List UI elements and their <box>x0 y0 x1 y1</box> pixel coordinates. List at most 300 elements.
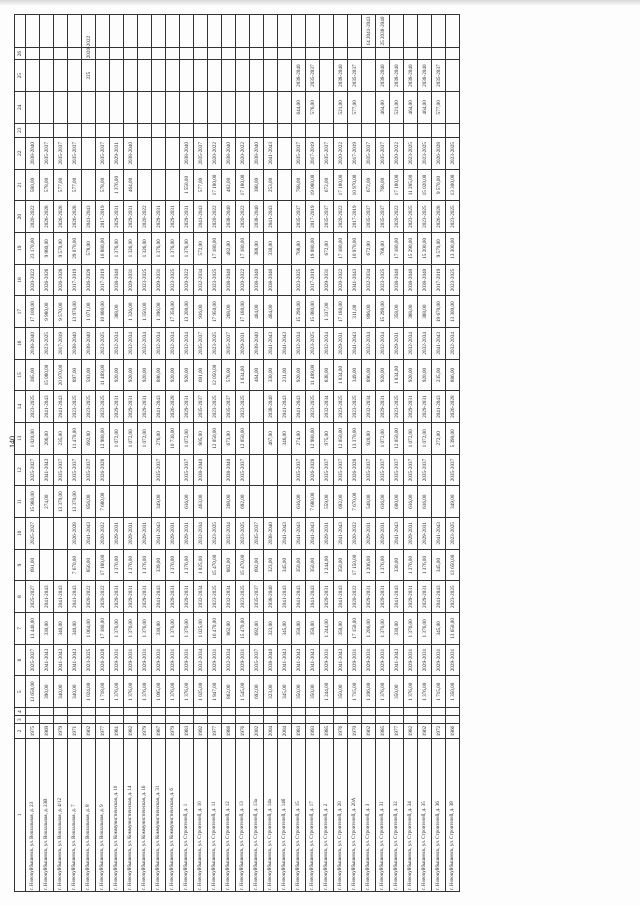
table-cell: 350,00 <box>292 676 306 708</box>
table-cell <box>236 15 250 48</box>
table-cell <box>40 549 54 581</box>
table-cell <box>320 708 334 716</box>
table-cell: 17 150,00 <box>348 549 362 581</box>
table-cell: 2029-2031 <box>110 581 124 613</box>
table-cell <box>222 15 236 48</box>
table-cell: 1982 <box>404 724 418 738</box>
table-cell: 2035-2037 <box>222 391 236 423</box>
table-cell: 862,00 <box>222 676 236 708</box>
table-cell: 345,00 <box>278 613 292 645</box>
table-cell <box>222 91 236 123</box>
table-cell: 11 285,00 <box>404 169 418 201</box>
table-cell: 2002 <box>250 724 264 738</box>
table-cell: 2035-2037 <box>446 454 460 486</box>
table-cell <box>152 708 166 716</box>
table-cell: 548,00 <box>362 486 376 518</box>
table-cell <box>320 716 334 724</box>
table-cell: 2038-2040 <box>404 264 418 296</box>
table-row <box>40 15 54 892</box>
table-cell: 673,00 <box>222 423 236 455</box>
table-cell: 920,00 <box>404 359 418 391</box>
table-cell: 2041-2043 <box>432 518 446 550</box>
table-cell: 9 570,00 <box>54 296 68 328</box>
table-cell <box>250 454 264 486</box>
table-cell: 2038-2040 <box>194 454 208 486</box>
table-cell: 12 050,00 <box>390 423 404 455</box>
table-cell <box>152 48 166 60</box>
table-cell: 2029-2031 <box>152 644 166 676</box>
table-cell <box>292 48 306 60</box>
table-cell: 2038-2040 <box>110 264 124 296</box>
table-cell: 692,00 <box>250 676 264 708</box>
table-cell: 616,00 <box>376 486 390 518</box>
header-cell: 10 <box>15 518 26 550</box>
table-cell: 2029-2031 <box>152 201 166 233</box>
table-cell <box>152 91 166 123</box>
table-cell: 388,00 <box>250 232 264 264</box>
table-cell: г. Новокуйбышевск, ул. Коммунистическая, д. 16 <box>138 738 152 891</box>
table-cell <box>278 123 292 137</box>
table-cell <box>208 91 222 123</box>
table-cell: 578,00 <box>222 359 236 391</box>
table-cell: 2041-2043 <box>348 264 362 296</box>
table-cell <box>26 60 40 92</box>
table-cell: 2020-2022 <box>26 264 40 296</box>
header-cell: 21 <box>15 169 26 201</box>
table-cell <box>236 708 250 716</box>
table-row <box>264 15 278 892</box>
table-cell <box>278 264 292 296</box>
table-cell: 2041-2043 <box>390 644 404 676</box>
table-cell <box>96 48 110 60</box>
table-cell: 385,00 <box>26 359 40 391</box>
table-cell: 2035-2037 <box>306 60 320 92</box>
table-cell: 1966 <box>446 724 460 738</box>
table-cell: 2038-2040 <box>180 137 194 169</box>
table-cell <box>26 708 40 716</box>
table-row <box>404 15 418 892</box>
table-cell: 276,00 <box>152 423 166 455</box>
table-cell <box>68 60 82 92</box>
table-cell: 1993 <box>306 724 320 738</box>
table-cell: 2035-2037 <box>194 137 208 169</box>
table-cell: 2032-2034 <box>320 327 334 359</box>
table-cell: 1975 <box>26 724 40 738</box>
table-cell <box>264 15 278 48</box>
table-cell: 1 072,00 <box>418 423 432 455</box>
table-cell: 1 376,00 <box>376 676 390 708</box>
table-cell <box>362 48 376 60</box>
table-cell: 2023-2025 <box>404 137 418 169</box>
table-cell: 2020-2022 <box>208 201 222 233</box>
table-cell: 9 980,00 <box>40 296 54 328</box>
table-cell: 2029-2031 <box>320 581 334 613</box>
table-cell: 2035-2037 <box>54 137 68 169</box>
table-cell <box>376 123 390 137</box>
table-cell: 2023-2025 <box>446 581 460 613</box>
table-cell: 2035-2037 <box>96 137 110 169</box>
header-cell: 11 <box>15 486 26 518</box>
table-cell: 1979 <box>166 724 180 738</box>
table-cell: 691,00 <box>194 359 208 391</box>
table-cell: 2023-2025 <box>96 391 110 423</box>
table-cell <box>54 48 68 60</box>
table-cell: 896,00 <box>362 359 376 391</box>
table-cell <box>264 716 278 724</box>
table-cell <box>418 123 432 137</box>
table-cell: 856,00 <box>82 486 96 518</box>
table-cell <box>278 708 292 716</box>
table-cell: 2041-2043 <box>264 137 278 169</box>
table-cell: 1 376,00 <box>110 613 124 645</box>
table-cell <box>110 486 124 518</box>
table-cell: 268,00 <box>222 486 236 518</box>
table-cell: 1 206,00 <box>362 613 376 645</box>
table-cell: 2023-2025 <box>446 264 460 296</box>
table-cell: 920,00 <box>376 359 390 391</box>
table-cell: 2029-2031 <box>390 327 404 359</box>
table-cell: 2038-2040 <box>222 201 236 233</box>
table-cell: 2023-2025 <box>306 391 320 423</box>
table-cell <box>334 15 348 48</box>
table-cell: 856,00 <box>82 549 96 581</box>
table-cell: 2041-2043 <box>432 391 446 423</box>
table-cell: 2041-2043 <box>152 518 166 550</box>
table-cell: 2035-2037 <box>68 137 82 169</box>
table-cell: г. Новокуйбышевск, ул. Строителей, д. 14а <box>264 738 278 891</box>
table-cell: 2025-2027 <box>26 518 40 550</box>
table-cell: 2041-2043 <box>432 327 446 359</box>
table-cell: 2026-2028 <box>446 391 460 423</box>
table-cell: 692,00 <box>250 613 264 645</box>
table-row <box>236 15 250 892</box>
header-cell: 8 <box>15 581 26 613</box>
table-cell: 2023-2025 <box>208 391 222 423</box>
table-cell: 578,00 <box>40 169 54 201</box>
table-cell <box>96 91 110 123</box>
table-cell: 272,00 <box>432 423 446 455</box>
table-cell: 2020-2022 <box>236 201 250 233</box>
table-cell: 311,00 <box>348 296 362 328</box>
table-cell: 1983 <box>180 724 194 738</box>
table-cell <box>236 60 250 92</box>
table-cell <box>362 60 376 92</box>
table-cell: 2032-2034 <box>292 327 306 359</box>
table-cell: 1 376,00 <box>404 549 418 581</box>
table-row <box>54 15 68 892</box>
table-cell: 616,00 <box>292 486 306 518</box>
table-cell: 2032-2034 <box>418 327 432 359</box>
table-cell: 2035-2037 <box>250 581 264 613</box>
table-cell: 805,00 <box>194 423 208 455</box>
table-cell: 2041-2043 <box>152 581 166 613</box>
table-cell: 2035-2037 <box>82 454 96 486</box>
table-cell: 2038-2040 <box>250 201 264 233</box>
table-cell: 2035-2037 <box>432 60 446 92</box>
table-cell: 14 2041-2043 <box>362 15 376 48</box>
table-cell: г. Новокуйбышевск, ул. Строителей, д. 35 <box>418 738 432 891</box>
rotated-table-container <box>14 14 626 892</box>
table-cell: 1 376,00 <box>180 676 194 708</box>
table-cell: 1 376,00 <box>180 613 194 645</box>
table-cell: 2029-2031 <box>124 391 138 423</box>
table-cell <box>264 91 278 123</box>
table-cell <box>446 15 460 48</box>
table-cell: г. Новокуйбышевск, ул. Строителей, д. 17 <box>306 738 320 891</box>
table-cell: 838,00 <box>320 359 334 391</box>
table-cell: 17 180,00 <box>236 296 250 328</box>
table-cell <box>110 123 124 137</box>
table-cell <box>180 48 194 60</box>
table-cell: 2029-2031 <box>418 518 432 550</box>
table-cell: 521,00 <box>390 91 404 123</box>
table-cell <box>138 91 152 123</box>
table-cell: 2026-2028 <box>68 518 82 550</box>
table-cell: 1 545,00 <box>236 676 250 708</box>
table-cell: 2032-2034 <box>404 327 418 359</box>
table-cell: 10 880,00 <box>96 232 110 264</box>
table-cell: 19 080,00 <box>306 232 320 264</box>
table-cell: 2032-2034 <box>222 518 236 550</box>
header-cell: 13 <box>15 423 26 455</box>
table-cell: 5 390,00 <box>446 423 460 455</box>
table-cell: 2029-2031 <box>166 201 180 233</box>
table-cell <box>404 123 418 137</box>
table-row <box>362 15 376 892</box>
table-cell <box>138 137 152 169</box>
table-cell: 2029-2031 <box>124 644 138 676</box>
table-cell: г. Новокуйбышевск, ул. Коммунистическая, д. 14 <box>124 738 138 891</box>
table-cell <box>264 48 278 60</box>
table-cell: 464,00 <box>376 91 390 123</box>
table-cell <box>446 91 460 123</box>
table-cell: 350,00 <box>306 549 320 581</box>
table-cell: 2029-2031 <box>362 644 376 676</box>
table-cell: 7 680,00 <box>96 486 110 518</box>
table-cell: 2041-2043 <box>40 581 54 613</box>
table-cell: 1979 <box>54 724 68 738</box>
table-cell: 2032-2034 <box>362 264 376 296</box>
table-cell: 2032-2034 <box>362 391 376 423</box>
table-cell <box>68 708 82 716</box>
table-cell: 15 020,00 <box>418 169 432 201</box>
table-cell: 1 064,00 <box>82 613 96 645</box>
table-cell: 7 670,00 <box>68 549 82 581</box>
table-cell: 13 650,00 <box>26 676 40 708</box>
table-cell: 2020-2022 <box>334 201 348 233</box>
table-cell: 2035-2037 <box>334 454 348 486</box>
table-cell: 2041-2043 <box>82 518 96 550</box>
table-cell: 17 180,00 <box>96 613 110 645</box>
table-cell: 2035-2037 <box>390 454 404 486</box>
table-cell: 2020-2022 <box>390 201 404 233</box>
table-cell: 2029-2031 <box>376 518 390 550</box>
table-cell: 11 470,00 <box>68 423 82 455</box>
table-cell <box>54 91 68 123</box>
table-cell: 2038-2040 <box>404 60 418 92</box>
table-cell <box>138 454 152 486</box>
table-cell: 2032-2034 <box>152 327 166 359</box>
table-cell: 2035-2037 <box>362 201 376 233</box>
table-cell: г. Новокуйбышевск, ул. Строителей, д. 13 <box>236 738 250 891</box>
table-cell: 2035-2037 <box>40 137 54 169</box>
table-cell: г. Новокуйбышевск, ул. Строителей, д. 1 <box>180 738 194 891</box>
table-cell: 15 470,00 <box>236 613 250 645</box>
table-cell: 350,00 <box>390 676 404 708</box>
table-cell: 2032-2034 <box>110 327 124 359</box>
table-cell: 340,00 <box>54 676 68 708</box>
table-cell <box>138 123 152 137</box>
table-cell: 862,00 <box>222 613 236 645</box>
table-cell: 1983 <box>292 724 306 738</box>
header-cell: 16 <box>15 327 26 359</box>
table-row <box>432 15 446 892</box>
table-cell <box>376 708 390 716</box>
table-cell: 2023-2025 <box>166 264 180 296</box>
table-cell <box>40 48 54 60</box>
table-cell <box>222 48 236 60</box>
table-cell <box>180 708 194 716</box>
table-cell: 2038-2040 <box>264 581 278 613</box>
table-cell <box>278 91 292 123</box>
table-cell: 2041-2043 <box>334 518 348 550</box>
table-cell <box>264 123 278 137</box>
table-cell <box>320 15 334 48</box>
table-cell: 2041-2043 <box>334 581 348 613</box>
table-cell: 390,00 <box>40 676 54 708</box>
table-cell: 2038-2040 <box>264 264 278 296</box>
table-cell: 2035-2037 <box>292 201 306 233</box>
table-cell: 2017-2019 <box>306 264 320 296</box>
table-cell <box>292 716 306 724</box>
table-cell: 920,00 <box>180 359 194 391</box>
table-cell <box>82 169 96 201</box>
table-cell: 2023-2025 <box>26 391 40 423</box>
table-cell <box>166 91 180 123</box>
table-cell: 1 376,00 <box>180 549 194 581</box>
table-cell: 1 072,00 <box>124 423 138 455</box>
table-cell <box>432 48 446 60</box>
table-cell: 2026-2028 <box>40 264 54 296</box>
table-cell: 2029-2031 <box>236 644 250 676</box>
table-cell: 2026-2028 <box>40 201 54 233</box>
table-row <box>334 15 348 892</box>
table-cell: 13 970,00 <box>68 296 82 328</box>
table-cell: 2025-2027 <box>26 644 40 676</box>
table-cell: 1977 <box>390 724 404 738</box>
table-cell <box>208 15 222 48</box>
table-cell <box>110 60 124 92</box>
header-cell: 15 <box>15 359 26 391</box>
table-cell: 1 020,00 <box>26 423 40 455</box>
table-cell: 15 080,00 <box>306 296 320 328</box>
table-cell: 2029-2031 <box>180 644 194 676</box>
table-cell <box>446 708 460 716</box>
table-cell <box>138 716 152 724</box>
table-cell: 2029-2031 <box>124 518 138 550</box>
table-cell <box>166 48 180 60</box>
table-cell: 345,00 <box>278 676 292 708</box>
table-cell: 1 376,00 <box>418 676 432 708</box>
table-cell <box>110 48 124 60</box>
table-cell: 2017-2019 <box>306 201 320 233</box>
table-cell: 2035-2037 <box>152 454 166 486</box>
table-cell: 2029-2031 <box>110 391 124 423</box>
table-cell <box>40 716 54 724</box>
table-cell: 2017-2019 <box>432 264 446 296</box>
table-cell: 2032-2034 <box>376 327 390 359</box>
table-cell <box>278 60 292 92</box>
table-cell <box>152 15 166 48</box>
table-cell: 2035-2037 <box>54 454 68 486</box>
table-cell: 1 025,00 <box>194 676 208 708</box>
table-cell: 1 034,00 <box>390 359 404 391</box>
table-cell <box>348 708 362 716</box>
table-cell: 2035-2037 <box>376 201 390 233</box>
table-cell <box>54 60 68 92</box>
table-cell: 13 370,00 <box>348 423 362 455</box>
table-cell: 2017-2019 <box>96 201 110 233</box>
table-cell: 2025-2027 <box>26 454 40 486</box>
table-cell <box>390 708 404 716</box>
table-row <box>152 15 166 892</box>
table-cell <box>320 60 334 92</box>
table-cell: 1 947,00 <box>208 676 222 708</box>
table-cell: 2038-2040 <box>124 137 138 169</box>
table-cell: 13 370,00 <box>68 486 82 518</box>
table-cell: 340,00 <box>68 676 82 708</box>
table-cell: 2023-2025 <box>208 327 222 359</box>
table-cell <box>278 454 292 486</box>
table-cell <box>432 716 446 724</box>
table-cell: 17 180,00 <box>334 232 348 264</box>
table-cell <box>110 708 124 716</box>
table-cell: 768,00 <box>376 169 390 201</box>
table-cell <box>54 716 68 724</box>
table-cell: г. Новокуйбышевск, ул. Коммунистическая, д. 10 <box>110 738 124 891</box>
table-cell <box>306 48 320 60</box>
table-cell: 897,00 <box>68 359 82 391</box>
table-cell: 2041-2043 <box>306 518 320 550</box>
table-cell: 2029-2031 <box>418 581 432 613</box>
table-cell <box>250 391 264 423</box>
table-row <box>320 15 334 892</box>
table-cell: 2029-2031 <box>138 391 152 423</box>
table-cell <box>152 169 166 201</box>
table-cell: 975,00 <box>320 423 334 455</box>
table-cell: 1970 <box>348 724 362 738</box>
table-cell: 1987 <box>152 724 166 738</box>
table-cell: 10 970,00 <box>348 232 362 264</box>
table-cell: 2041-2043 <box>432 581 446 613</box>
table-cell: 2020-2022 <box>208 137 222 169</box>
table-cell: 9 980,00 <box>40 232 54 264</box>
table-cell: 692,00 <box>334 486 348 518</box>
table-cell: 2038-2040 <box>334 60 348 92</box>
table-cell <box>306 716 320 724</box>
table-cell <box>236 91 250 123</box>
table-cell <box>124 48 138 60</box>
table-cell: 12 980,00 <box>96 423 110 455</box>
table-cell: 1976 <box>334 724 348 738</box>
table-cell: 29 070,00 <box>68 232 82 264</box>
table-cell: 10 970,00 <box>348 169 362 201</box>
table-cell: 1 376,00 <box>166 232 180 264</box>
table-cell: 2029-2031 <box>138 644 152 676</box>
table-cell <box>418 716 432 724</box>
table-cell <box>292 123 306 137</box>
table-cell: 225 <box>82 60 96 92</box>
